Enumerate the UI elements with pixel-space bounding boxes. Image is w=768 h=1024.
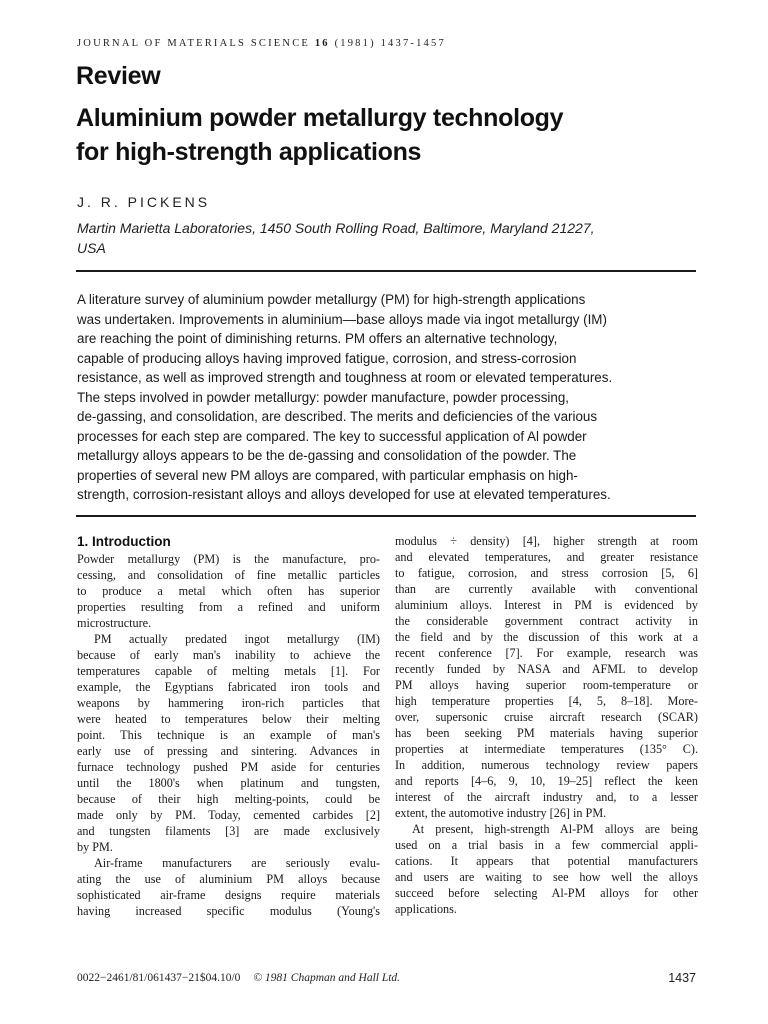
body-line: sophisticated air-frame designs require materials (77, 888, 380, 902)
body-line: having increased specific modulus (Young's (77, 904, 380, 918)
page-number: 1437 (668, 971, 696, 985)
body-line: and elevated temperatures, and greater resistance (395, 550, 698, 564)
body-line: succeed before selecting Al-PM alloys for other (395, 886, 698, 900)
abstract-line: The steps involved in powder metallurgy: powder manufacture, powder processing, (77, 389, 569, 405)
body-line: applications. (395, 902, 457, 916)
body-line: because of their high melting-points, could be (77, 792, 380, 806)
body-line: Air-frame manufacturers are seriously evalu- (94, 856, 380, 870)
body-line: example, the Egyptians fabricated iron tools and (77, 680, 380, 694)
abstract-line: strength, corrosion-resistant alloys and alloys developed for use at elevated temperatures. (77, 487, 611, 502)
abstract (77, 290, 702, 505)
abstract-line: de-gassing, and consolidation, are described. The merits and deficiencies of the various (77, 409, 598, 424)
body-line: has been seeking PM materials having superior (395, 726, 698, 740)
body-line: were heated to temperatures below their melting (77, 712, 380, 726)
body-line: modulus ÷ density) [4], higher strength at room (395, 534, 698, 548)
body-line: cessing, and consolidation of fine metallic particles (77, 568, 380, 582)
body-line: because of early man's inability to achieve the (77, 648, 380, 662)
body-line: the field and by the discussion of this work at a (395, 630, 698, 644)
body-line: recently funded by NASA and AFML to develop (395, 662, 698, 676)
abstract-line: processes for each step are compared. The key to successful application of Al powder (77, 428, 587, 444)
body-line: high temperature properties [4, 5, 8–18]. More- (395, 694, 698, 708)
body-line: and tungsten filaments [3] are made exclusively (77, 824, 380, 838)
body-line: properties at intermediate temperatures (135° C). (395, 742, 698, 756)
body-line: made only by PM. Today, cemented carbides [2] (77, 808, 380, 822)
abstract-line: are reaching the point of diminishing returns. PM offers an alternative technology, (77, 331, 558, 346)
title-line: Aluminium powder metallurgy technology (76, 104, 564, 132)
affiliation-line: USA (77, 240, 106, 256)
body-line: PM alloys having superior room-temperature or (395, 678, 698, 692)
article-title (76, 101, 716, 169)
body-line: weapons by hammering iron-rich particles that (77, 696, 380, 710)
body-line: to produce a metal which often has superior (77, 584, 380, 598)
body-column-right (395, 533, 698, 917)
abstract-bottom-rule (76, 515, 696, 517)
body-line: to fatigue, corrosion, and stress corrosion [5, 6] (395, 566, 698, 580)
body-line: by PM. (77, 840, 113, 854)
body-line: temperatures capable of melting metals [1]. For (77, 664, 380, 678)
footer-copyright: © 1981 Chapman and Hall Ltd. (253, 972, 401, 984)
journal-year-pages: (1981) 1437-1457 (334, 38, 446, 49)
title-line: for high-strength applications (76, 138, 422, 166)
footer-code: 0022−2461/81/061437−21$04.10/0 (77, 972, 241, 984)
abstract-top-rule (76, 270, 696, 272)
body-line: the considerable government contract activity in (395, 614, 698, 628)
body-line: PM actually predated ingot metallurgy (IM) (94, 632, 380, 646)
body-line: used on a trial basis in a few commercial appli- (395, 838, 698, 852)
body-line: point. This technique is an example of man's (77, 728, 380, 742)
body-line: early use of pressing and sintering. Advances in (77, 744, 380, 758)
body-line: microstructure. (77, 616, 152, 630)
body-line: interest of the aircraft industry and, to a lesser (395, 790, 698, 804)
body-line: ating the use of aluminium PM alloys because (77, 872, 380, 886)
abstract-line: capable of producing alloys having improved fatigue, corrosion, and stress-corrosion (77, 350, 577, 366)
body-line: extent, the automotive industry [26] in PM. (395, 806, 607, 820)
body-line: At present, high-strength Al-PM alloys are being (412, 822, 698, 836)
section-heading: 1. Introduction (77, 534, 171, 549)
body-line: and reports [4–6, 9, 10, 19–25] reflect the keen (395, 774, 698, 788)
abstract-line: resistance, as well as improved strength and toughness at room or elevated temperatures. (77, 370, 613, 385)
body-line: than are currently available with conventional (395, 582, 698, 596)
body-line: In addition, numerous technology review papers (395, 758, 698, 772)
body-line: aluminium alloys. Interest in PM is evidenced by (395, 598, 698, 612)
journal-volume: 16 (314, 38, 330, 49)
body-line: properties resulting from a refined and uniform (77, 600, 380, 614)
affiliation-line: Martin Marietta Laboratories, 1450 South Rolling Road, Baltimore, Maryland 21227, (77, 220, 595, 236)
article-type: Review (76, 62, 161, 90)
body-line: Powder metallurgy (PM) is the manufacture, pro- (77, 552, 380, 566)
body-line: recent conference [7]. For example, research was (395, 646, 698, 660)
abstract-line: metallurgy alloys appears to be the de-gassing and consolidation of the powder. The (77, 448, 577, 463)
footer-publication-info (77, 972, 400, 984)
running-header (77, 38, 446, 49)
journal-name: JOURNAL OF MATERIALS SCIENCE (77, 38, 311, 49)
abstract-line: properties of several new PM alloys are compared, with particular emphasis on high- (77, 467, 578, 483)
body-line: over, supersonic cruise aircraft research (SCAR) (395, 710, 698, 724)
author-name: J. R. PICKENS (77, 194, 211, 210)
body-column-left (77, 533, 380, 919)
body-line: furnace technology pushed PM aside for centuries (77, 760, 380, 774)
body-line: until the 1800's when platinum and tungsten, (77, 776, 380, 790)
abstract-line: was undertaken. Improvements in aluminium—base alloys made via ingot metallurgy (IM) (77, 311, 607, 327)
body-line: cations. It appears that potential manufacturers (395, 854, 698, 868)
abstract-line: A literature survey of aluminium powder metallurgy (PM) for high-strength applications (77, 292, 586, 307)
author-affiliation (77, 218, 707, 258)
body-line: and users are waiting to see how well the alloys (395, 870, 698, 884)
